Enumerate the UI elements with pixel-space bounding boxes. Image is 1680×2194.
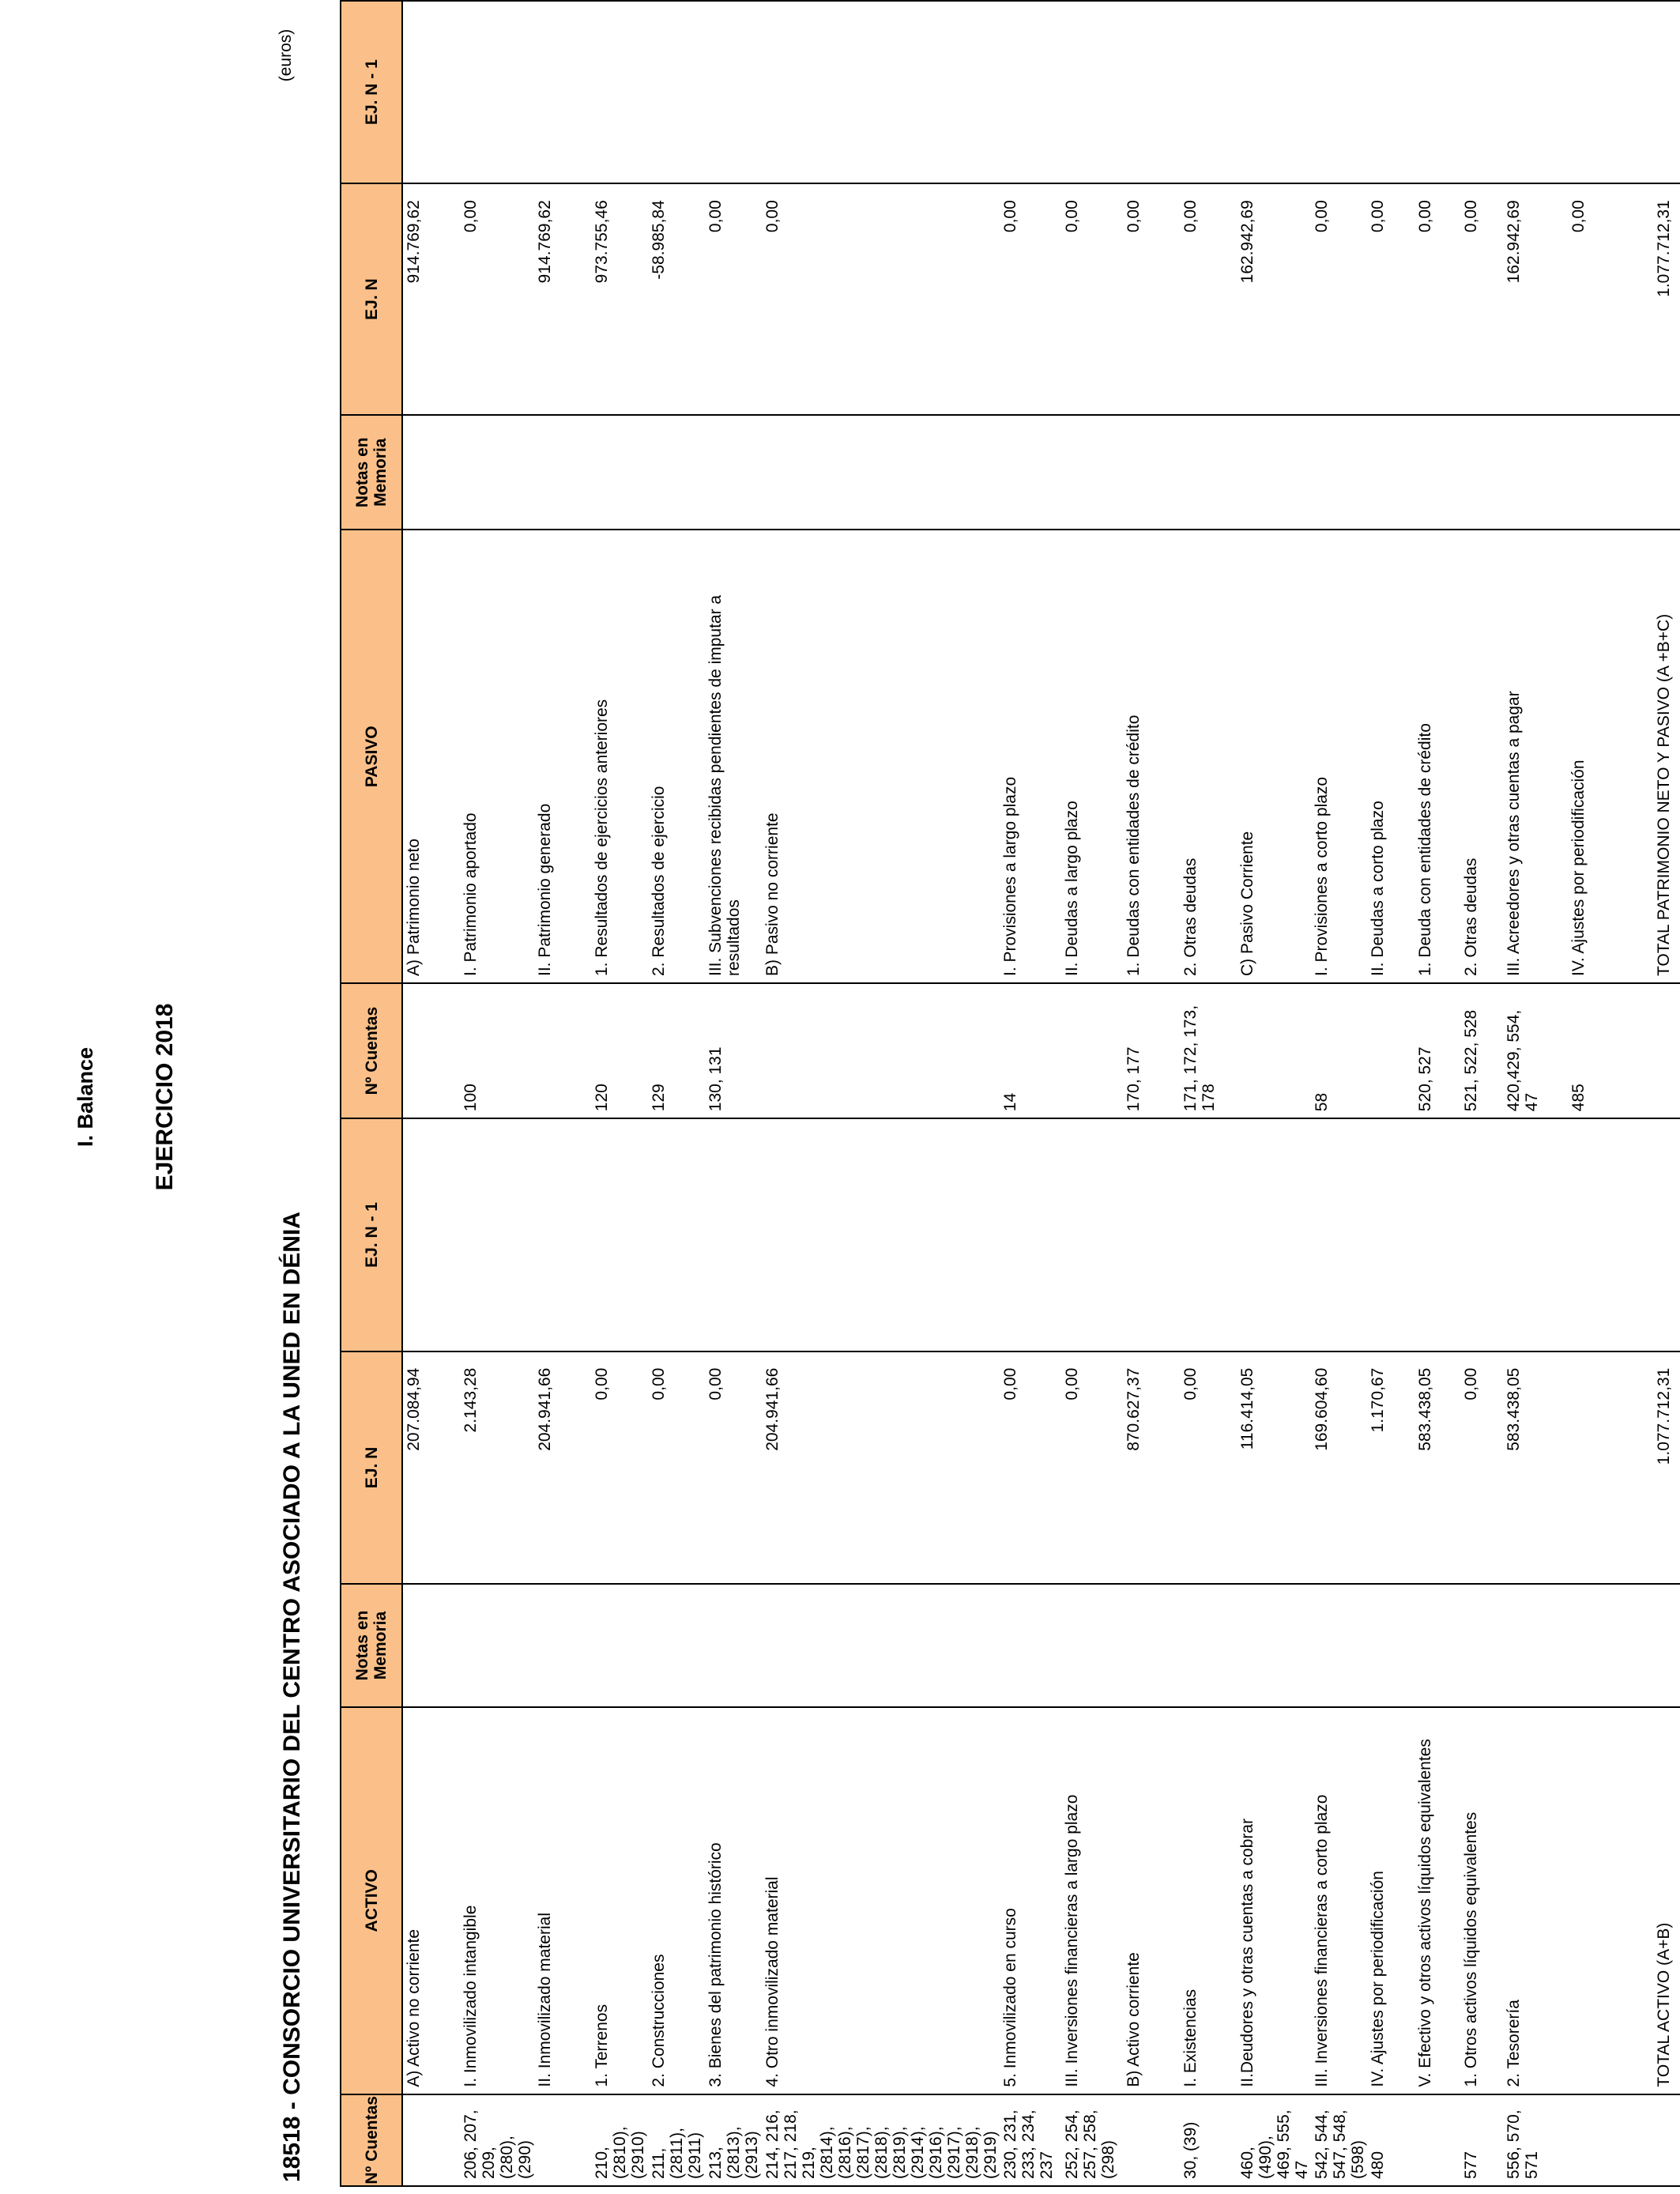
notes-cell bbox=[1000, 1584, 1061, 1707]
amount-cell: 169.604,60 bbox=[1311, 1351, 1367, 1584]
amount-prev-cell bbox=[648, 1118, 705, 1351]
col-header-pasivo: PASIVO bbox=[341, 530, 402, 983]
report-subtitle: EJERCICIO 2018 bbox=[152, 1003, 178, 1191]
asset-label: III. Inversiones financieras a corto plazo bbox=[1311, 1707, 1367, 2094]
amount-cell: 0,00 bbox=[1000, 1351, 1061, 1584]
amount-prev-cell bbox=[648, 1, 705, 183]
liability-label: II. Patrimonio generado bbox=[534, 530, 591, 983]
amount-cell: 1.170,67 bbox=[1367, 1351, 1414, 1584]
notes-cell bbox=[705, 415, 762, 530]
balance-table bbox=[340, 0, 1680, 2187]
table-row bbox=[705, 1, 762, 2186]
asset-label: II.Deudores y otras cuentas a cobrar bbox=[1237, 1707, 1311, 2094]
col-header-cuentas-activo: Nº Cuentas bbox=[341, 2094, 402, 2186]
liability-label: 2. Otras deudas bbox=[1460, 530, 1503, 983]
amount-prev-cell bbox=[1237, 1, 1311, 183]
notes-cell bbox=[460, 1584, 534, 1707]
amount-cell: 207.084,94 bbox=[402, 1351, 460, 1584]
account-cell bbox=[1568, 2094, 1640, 2186]
table-row bbox=[1640, 1, 1680, 2186]
account-cell bbox=[1123, 2094, 1180, 2186]
amount-cell: 204.941,66 bbox=[762, 1351, 1000, 1584]
liability-label: TOTAL PATRIMONIO NETO Y PASIVO (A +B+C) bbox=[1640, 530, 1680, 983]
notes-cell bbox=[1568, 415, 1640, 530]
amount-cell: 0,00 bbox=[591, 1351, 648, 1584]
table-row bbox=[1000, 1, 1061, 2186]
account-cell: 577 bbox=[1460, 2094, 1503, 2186]
liability-label: IV. Ajustes por periodificación bbox=[1568, 530, 1640, 983]
notes-cell bbox=[648, 415, 705, 530]
notes-cell bbox=[402, 1584, 460, 1707]
account-cell bbox=[534, 2094, 591, 2186]
account-cell bbox=[1237, 983, 1311, 1118]
notes-cell bbox=[1061, 1584, 1123, 1707]
amount-cell: -58.985,84 bbox=[648, 183, 705, 415]
account-cell: 520, 527 bbox=[1414, 983, 1460, 1118]
table-row bbox=[1180, 1, 1237, 2186]
amount-cell: 0,00 bbox=[1000, 183, 1061, 415]
notes-cell bbox=[1000, 415, 1061, 530]
notes-cell bbox=[1367, 1584, 1414, 1707]
asset-label: III. Inversiones financieras a largo plazo bbox=[1061, 1707, 1123, 2094]
amount-prev-cell bbox=[1460, 1, 1503, 183]
table-row bbox=[1568, 1, 1640, 2186]
account-cell: 542, 544, 547, 548, (598) bbox=[1311, 2094, 1367, 2186]
notes-cell bbox=[534, 1584, 591, 1707]
col-header-ejn1-pasivo: EJ. N - 1 bbox=[341, 1, 402, 183]
amount-cell: 162.942,69 bbox=[1503, 183, 1568, 415]
table-row bbox=[1414, 1, 1460, 2186]
col-header-cuentas-pasivo: Nº Cuentas bbox=[341, 983, 402, 1118]
amount-cell: 0,00 bbox=[762, 183, 1000, 415]
asset-label: V. Efectivo y otros activos líquidos equivalentes bbox=[1414, 1707, 1460, 2094]
amount-prev-cell bbox=[1000, 1118, 1061, 1351]
notes-cell bbox=[1123, 415, 1180, 530]
units-label: (euros) bbox=[277, 28, 295, 82]
amount-prev-cell bbox=[1568, 1, 1640, 183]
account-cell: 213, (2813), (2913) bbox=[705, 2094, 762, 2186]
account-cell bbox=[534, 983, 591, 1118]
amount-prev-cell bbox=[1237, 1118, 1311, 1351]
amount-prev-cell bbox=[1640, 1, 1680, 183]
table-row bbox=[1061, 1, 1123, 2186]
liability-label: III. Subvenciones recibidas pendientes de imputar a resultados bbox=[705, 530, 762, 983]
notes-cell bbox=[1180, 1584, 1237, 1707]
liability-label: 2. Otras deudas bbox=[1180, 530, 1237, 983]
amount-cell: 0,00 bbox=[1460, 1351, 1503, 1584]
notes-cell bbox=[1460, 415, 1503, 530]
liability-label: II. Deudas a largo plazo bbox=[1061, 530, 1123, 983]
liability-label: 1. Deuda con entidades de crédito bbox=[1414, 530, 1460, 983]
col-header-ejn-activo: EJ. N bbox=[341, 1351, 402, 1584]
asset-label: 2. Tesorería bbox=[1503, 1707, 1568, 2094]
amount-cell: 0,00 bbox=[1061, 1351, 1123, 1584]
amount-cell: 914.769,62 bbox=[402, 183, 460, 415]
account-cell bbox=[1061, 983, 1123, 1118]
col-header-ejn-pasivo: EJ. N bbox=[341, 183, 402, 415]
notes-cell bbox=[591, 415, 648, 530]
amount-prev-cell bbox=[1503, 1, 1568, 183]
amount-prev-cell bbox=[591, 1, 648, 183]
report-title: I. Balance bbox=[73, 1046, 97, 1148]
amount-prev-cell bbox=[1503, 1118, 1568, 1351]
amount-prev-cell bbox=[1460, 1118, 1503, 1351]
asset-label: II. Inmovilizado material bbox=[534, 1707, 591, 2094]
notes-cell bbox=[762, 415, 1000, 530]
amount-cell: 0,00 bbox=[1180, 1351, 1237, 1584]
amount-cell: 0,00 bbox=[648, 1351, 705, 1584]
notes-cell bbox=[1503, 1584, 1568, 1707]
account-cell bbox=[1640, 983, 1680, 1118]
amount-cell bbox=[1568, 1351, 1640, 1584]
table-row bbox=[591, 1, 648, 2186]
liability-label: 2. Resultados de ejercicio bbox=[648, 530, 705, 983]
amount-cell: 0,00 bbox=[1414, 183, 1460, 415]
liability-label: I. Provisiones a corto plazo bbox=[1311, 530, 1367, 983]
account-cell: 206, 207, 209, (280), (290) bbox=[460, 2094, 534, 2186]
account-cell bbox=[402, 2094, 460, 2186]
asset-label: B) Activo corriente bbox=[1123, 1707, 1180, 2094]
table-row bbox=[762, 1, 1000, 2186]
notes-cell bbox=[534, 415, 591, 530]
account-cell: 210, (2810), (2910) bbox=[591, 2094, 648, 2186]
amount-cell: 0,00 bbox=[1180, 183, 1237, 415]
liability-label: B) Pasivo no corriente bbox=[762, 530, 1000, 983]
amount-cell: 0,00 bbox=[1367, 183, 1414, 415]
table-row bbox=[1503, 1, 1568, 2186]
amount-cell: 583.438,05 bbox=[1414, 1351, 1460, 1584]
table-row bbox=[1311, 1, 1367, 2186]
table-row bbox=[1367, 1, 1414, 2186]
asset-label: 2. Construcciones bbox=[648, 1707, 705, 2094]
amount-cell: 0,00 bbox=[1061, 183, 1123, 415]
amount-cell: 583.438,05 bbox=[1503, 1351, 1568, 1584]
liability-label: A) Patrimonio neto bbox=[402, 530, 460, 983]
account-cell: 521, 522, 528 bbox=[1460, 983, 1503, 1118]
asset-label: A) Activo no corriente bbox=[402, 1707, 460, 2094]
notes-cell bbox=[1460, 1584, 1503, 1707]
liability-label: I. Patrimonio aportado bbox=[460, 530, 534, 983]
amount-prev-cell bbox=[591, 1118, 648, 1351]
table-row bbox=[1123, 1, 1180, 2186]
account-cell: 170, 177 bbox=[1123, 983, 1180, 1118]
table-row bbox=[648, 1, 705, 2186]
notes-cell bbox=[1503, 415, 1568, 530]
account-cell: 58 bbox=[1311, 983, 1367, 1118]
amount-prev-cell bbox=[1311, 1, 1367, 183]
amount-cell: 1.077.712,31 bbox=[1640, 183, 1680, 415]
asset-label: 5. Inmovilizado en curso bbox=[1000, 1707, 1061, 2094]
amount-cell: 0,00 bbox=[1311, 183, 1367, 415]
amount-cell: 116.414,05 bbox=[1237, 1351, 1311, 1584]
liability-label: III. Acreedores y otras cuentas a pagar bbox=[1503, 530, 1568, 983]
amount-prev-cell bbox=[534, 1118, 591, 1351]
account-cell: 30, (39) bbox=[1180, 2094, 1237, 2186]
amount-prev-cell bbox=[1640, 1118, 1680, 1351]
account-cell: 485 bbox=[1568, 983, 1640, 1118]
notes-cell bbox=[1061, 415, 1123, 530]
amount-prev-cell bbox=[460, 1, 534, 183]
notes-cell bbox=[1180, 415, 1237, 530]
amount-cell: 204.941,66 bbox=[534, 1351, 591, 1584]
amount-prev-cell bbox=[1123, 1, 1180, 183]
amount-cell: 870.627,37 bbox=[1123, 1351, 1180, 1584]
notes-cell bbox=[591, 1584, 648, 1707]
asset-label: I. Existencias bbox=[1180, 1707, 1237, 2094]
account-cell: 130, 131 bbox=[705, 983, 762, 1118]
account-cell bbox=[762, 983, 1000, 1118]
asset-label: 3. Bienes del patrimonio histórico bbox=[705, 1707, 762, 2094]
col-header-notas-activo: Notas en Memoria bbox=[341, 1584, 402, 1707]
table-row bbox=[402, 1, 460, 2186]
amount-prev-cell bbox=[1123, 1118, 1180, 1351]
amount-cell: 2.143,28 bbox=[460, 1351, 534, 1584]
notes-cell bbox=[460, 415, 534, 530]
col-header-ejn1-activo: EJ. N - 1 bbox=[341, 1118, 402, 1351]
account-cell bbox=[1640, 2094, 1680, 2186]
amount-prev-cell bbox=[1180, 1, 1237, 183]
amount-cell: 0,00 bbox=[460, 183, 534, 415]
notes-cell bbox=[1414, 1584, 1460, 1707]
amount-prev-cell bbox=[1367, 1118, 1414, 1351]
amount-cell: 162.942,69 bbox=[1237, 183, 1311, 415]
amount-cell: 0,00 bbox=[1568, 183, 1640, 415]
amount-prev-cell bbox=[1180, 1118, 1237, 1351]
account-cell: 420,429, 554, 47 bbox=[1503, 983, 1568, 1118]
notes-cell bbox=[1640, 415, 1680, 530]
notes-cell bbox=[1237, 415, 1311, 530]
account-cell: 556, 570, 571 bbox=[1503, 2094, 1568, 2186]
notes-cell bbox=[648, 1584, 705, 1707]
notes-cell bbox=[762, 1584, 1000, 1707]
liability-label: 1. Resultados de ejercicios anteriores bbox=[591, 530, 648, 983]
asset-label: IV. Ajustes por periodificación bbox=[1367, 1707, 1414, 2094]
amount-prev-cell bbox=[1367, 1, 1414, 183]
amount-prev-cell bbox=[1061, 1118, 1123, 1351]
account-cell bbox=[1414, 2094, 1460, 2186]
liability-label: 1. Deudas con entidades de crédito bbox=[1123, 530, 1180, 983]
amount-prev-cell bbox=[705, 1, 762, 183]
account-cell: 14 bbox=[1000, 983, 1061, 1118]
amount-cell: 914.769,62 bbox=[534, 183, 591, 415]
table-row bbox=[534, 1, 591, 2186]
account-cell: 252, 254, 257, 258, (298) bbox=[1061, 2094, 1123, 2186]
account-cell: 100 bbox=[460, 983, 534, 1118]
amount-prev-cell bbox=[762, 1118, 1000, 1351]
asset-label: 1. Terrenos bbox=[591, 1707, 648, 2094]
amount-prev-cell bbox=[402, 1, 460, 183]
notes-cell bbox=[705, 1584, 762, 1707]
account-cell: 480 bbox=[1367, 2094, 1414, 2186]
amount-cell: 0,00 bbox=[705, 183, 762, 415]
amount-cell: 1.077.712,31 bbox=[1640, 1351, 1680, 1584]
account-cell: 120 bbox=[591, 983, 648, 1118]
notes-cell bbox=[1237, 1584, 1311, 1707]
notes-cell bbox=[1123, 1584, 1180, 1707]
header-row bbox=[341, 1, 402, 2186]
account-cell: 129 bbox=[648, 983, 705, 1118]
liability-label: II. Deudas a corto plazo bbox=[1367, 530, 1414, 983]
amount-prev-cell bbox=[1311, 1118, 1367, 1351]
amount-prev-cell bbox=[402, 1118, 460, 1351]
table-row bbox=[460, 1, 534, 2186]
account-cell: 230, 231, 233, 234, 237 bbox=[1000, 2094, 1061, 2186]
asset-label: I. Inmovilizado intangible bbox=[460, 1707, 534, 2094]
amount-prev-cell bbox=[762, 1, 1000, 183]
amount-cell: 973.755,46 bbox=[591, 183, 648, 415]
asset-label: 1. Otros activos líquidos equivalentes bbox=[1460, 1707, 1503, 2094]
amount-prev-cell bbox=[1000, 1, 1061, 183]
account-cell: 460, (490), 469, 555, 47 bbox=[1237, 2094, 1311, 2186]
amount-cell: 0,00 bbox=[705, 1351, 762, 1584]
amount-prev-cell bbox=[705, 1118, 762, 1351]
liability-label: C) Pasivo Corriente bbox=[1237, 530, 1311, 983]
notes-cell bbox=[1311, 415, 1367, 530]
liability-label: I. Provisiones a largo plazo bbox=[1000, 530, 1061, 983]
account-cell bbox=[1367, 983, 1414, 1118]
amount-prev-cell bbox=[1568, 1118, 1640, 1351]
asset-label bbox=[1568, 1707, 1640, 2094]
asset-label: 4. Otro inmovilizado material bbox=[762, 1707, 1000, 2094]
col-header-activo: ACTIVO bbox=[341, 1707, 402, 2094]
entity-name: 18518 - CONSORCIO UNIVERSITARIO DEL CENTRO ASOCIADO A LA UNED EN DÉNIA bbox=[279, 1212, 305, 2182]
amount-prev-cell bbox=[1061, 1, 1123, 183]
table-row bbox=[1237, 1, 1311, 2186]
notes-cell bbox=[1311, 1584, 1367, 1707]
account-cell bbox=[402, 983, 460, 1118]
amount-prev-cell bbox=[1414, 1118, 1460, 1351]
notes-cell bbox=[1367, 415, 1414, 530]
amount-prev-cell bbox=[1414, 1, 1460, 183]
account-cell: 171, 172, 173, 178 bbox=[1180, 983, 1237, 1118]
account-cell: 211, (2811), (2911) bbox=[648, 2094, 705, 2186]
asset-label: TOTAL ACTIVO (A+B) bbox=[1640, 1707, 1680, 2094]
amount-cell: 0,00 bbox=[1460, 183, 1503, 415]
notes-cell bbox=[1414, 415, 1460, 530]
amount-cell: 0,00 bbox=[1123, 183, 1180, 415]
col-header-notas-pasivo: Notas en Memoria bbox=[341, 415, 402, 530]
notes-cell bbox=[1568, 1584, 1640, 1707]
table-row bbox=[1460, 1, 1503, 2186]
amount-prev-cell bbox=[460, 1118, 534, 1351]
account-cell: 214, 216, 217, 218, 219, (2814), (2816), (2817), (2818), (2819), (2914), (2916), (2917), (2918), (2919) bbox=[762, 2094, 1000, 2186]
amount-prev-cell bbox=[534, 1, 591, 183]
notes-cell bbox=[402, 415, 460, 530]
notes-cell bbox=[1640, 1584, 1680, 1707]
